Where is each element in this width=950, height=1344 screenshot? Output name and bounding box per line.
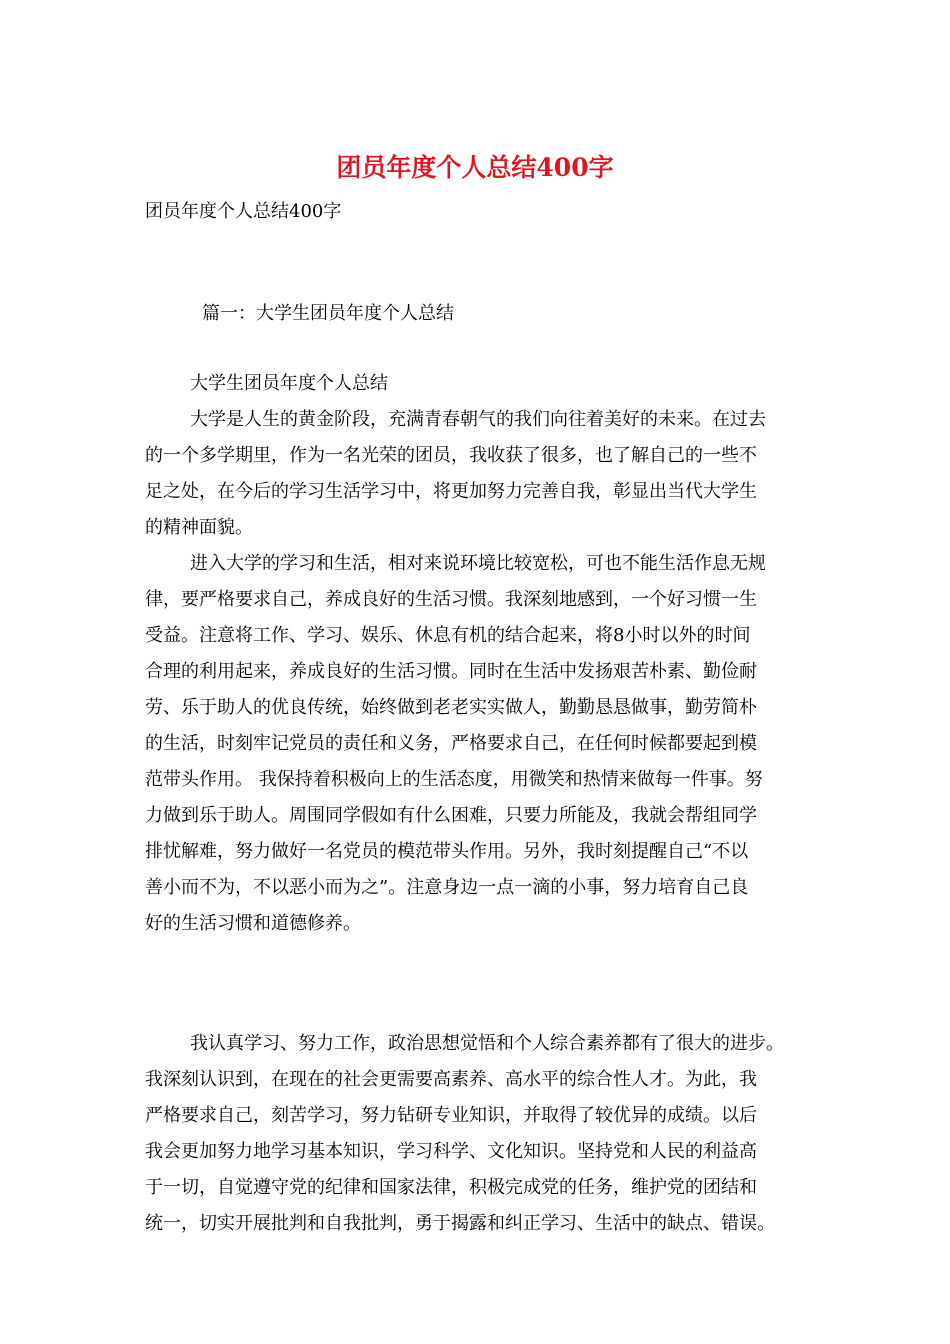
body-line: 大学是人生的黄金阶段，充满青春朝气的我们向往着美好的未来。在过去 (190, 409, 766, 430)
document-title: 团员年度个人总结400字 (336, 153, 614, 182)
body-line: 善小而不为，不以恶小而为之”。注意身边一点一滴的小事，努力培育自己良 (145, 877, 749, 898)
body-line: 受益。注意将工作、学习、娱乐、休息有机的结合起来，将8小时以外的时间 (145, 625, 751, 646)
body-line: 进入大学的学习和生活，相对来说环境比较宽松，可也不能生活作息无规 (190, 553, 766, 574)
body-line: 的一个多学期里，作为一名光荣的团员，我收获了很多，也了解自己的一些不 (145, 445, 757, 466)
body-line: 我深刻认识到，在现在的社会更需要高素养、高水平的综合性人才。为此，我 (145, 1069, 757, 1090)
body-line: 好的生活习惯和道德修养。 (145, 913, 361, 934)
body-line: 统一，切实开展批判和自我批判，勇于揭露和纠正学习、生活中的缺点、错误。 (145, 1213, 775, 1234)
body-line: 于一切，自觉遵守党的纪律和国家法律，积极完成党的任务，维护党的团结和 (145, 1177, 757, 1198)
section-heading: 篇一：大学生团员年度个人总结 (202, 303, 454, 324)
body-line: 排忧解难，努力做好一名党员的模范带头作用。另外，我时刻提醒自己“不以 (145, 841, 749, 862)
body-line: 合理的利用起来，养成良好的生活习惯。同时在生活中发扬艰苦朴素、勤俭耐 (145, 661, 757, 682)
body-line: 的生活，时刻牢记党员的责任和义务，严格要求自己，在任何时候都要起到模 (145, 733, 757, 754)
body-line: 我认真学习、努力工作，政治思想觉悟和个人综合素养都有了很大的进步。 (190, 1033, 784, 1054)
body-line: 律，要严格要求自己，养成良好的生活习惯。我深刻地感到，一个好习惯一生 (145, 589, 757, 610)
document-subtitle: 团员年度个人总结400字 (145, 201, 342, 222)
body-line: 严格要求自己，刻苦学习，努力钻研专业知识，并取得了较优异的成绩。以后 (145, 1105, 757, 1126)
body-line: 的精神面貌。 (145, 517, 253, 538)
body-line: 足之处，在今后的学习生活学习中，将更加努力完善自我，彰显出当代大学生 (145, 481, 757, 502)
body-line: 大学生团员年度个人总结 (190, 373, 388, 394)
body-line: 力做到乐于助人。周围同学假如有什么困难，只要力所能及，我就会帮组同学 (145, 805, 757, 826)
body-line: 劳、乐于助人的优良传统，始终做到老老实实做人，勤勤恳恳做事，勤劳简朴 (145, 697, 757, 718)
body-line: 范带头作用。 我保持着积极向上的生活态度，用微笑和热情来做每一件事。努 (145, 769, 763, 790)
body-line: 我会更加努力地学习基本知识，学习科学、文化知识。坚持党和人民的利益高 (145, 1141, 757, 1162)
